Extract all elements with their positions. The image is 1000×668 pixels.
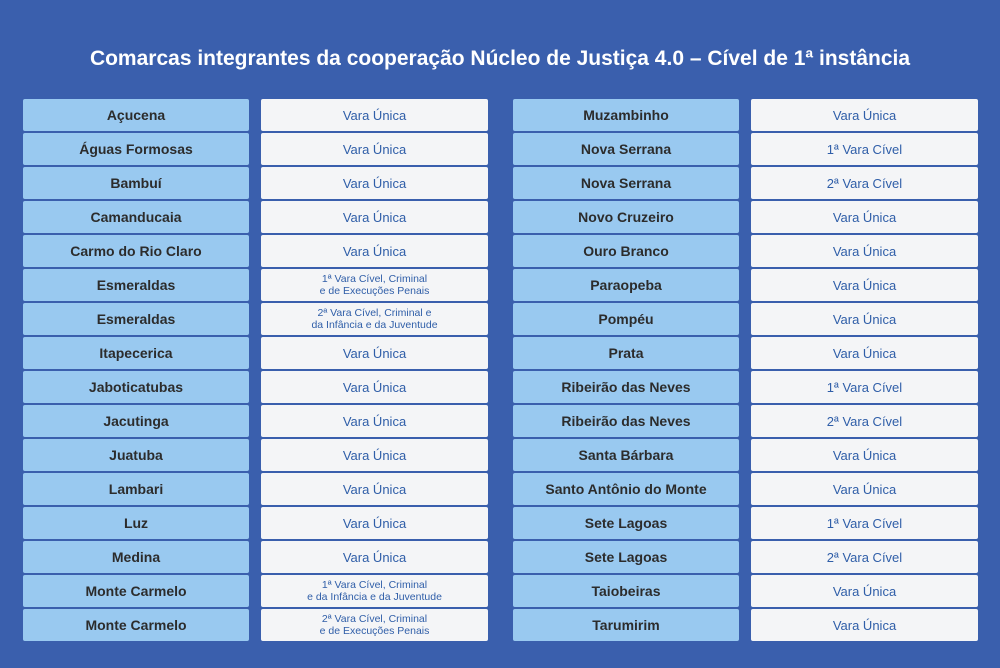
vara-cell [751,201,978,233]
comarca-cell: Santa Bárbara [513,439,739,471]
vara-cell [261,439,488,471]
vara-cell [261,609,488,641]
comarca-cell: Camanducaia [23,201,249,233]
comarca-cell: Esmeraldas [23,303,249,335]
vara-label: 2ª Vara Cível, Criminal e de Execuções Penais [319,613,430,637]
vara-cell [261,371,488,403]
comarca-cell: Sete Lagoas [513,541,739,573]
table-row [23,133,488,165]
comarca-cell: Medina [23,541,249,573]
table-row [23,167,488,199]
vara-label: 2ª Vara Cível [826,413,903,429]
comarca-cell: Juatuba [23,439,249,471]
vara-cell [751,269,978,301]
table-row [23,235,488,267]
comarca-cell: Monte Carmelo [23,609,249,641]
vara-cell [751,405,978,437]
comarca-cell: Pompéu [513,303,739,335]
comarca-cell: Açucena [23,99,249,131]
vara-label: Vara Única [832,107,897,123]
table-row [513,133,978,165]
table-row [513,337,978,369]
vara-cell [751,371,978,403]
table-row [23,541,488,573]
vara-cell [751,575,978,607]
vara-label: Vara Única [832,583,897,599]
vara-label: Vara Única [832,277,897,293]
comarca-cell: Nova Serrana [513,167,739,199]
table-row [513,507,978,539]
vara-cell [261,337,488,369]
vara-label: 1ª Vara Cível, Criminal e da Infância e da Juventude [307,579,442,603]
vara-cell [261,133,488,165]
comarca-cell: Ribeirão das Neves [513,371,739,403]
vara-cell [261,575,488,607]
vara-label: 1ª Vara Cível [826,515,903,531]
vara-cell [751,541,978,573]
vara-cell [261,201,488,233]
comarca-cell: Prata [513,337,739,369]
vara-label: Vara Única [832,617,897,633]
table-row [23,575,488,607]
vara-label: Vara Única [342,481,407,497]
vara-label: Vara Única [342,107,407,123]
page-title: Comarcas integrantes da cooperação Núcleo de Justiça 4.0 – Cível de 1ª instância [89,47,911,70]
comarca-cell: Luz [23,507,249,539]
vara-label: 2ª Vara Cível [826,549,903,565]
vara-label: Vara Única [342,447,407,463]
vara-cell [751,609,978,641]
vara-cell [751,167,978,199]
vara-cell [261,269,488,301]
table-row [23,439,488,471]
table-row [513,201,978,233]
vara-cell [261,303,488,335]
table-row [23,507,488,539]
table-row [23,337,488,369]
vara-label: 2ª Vara Cível [826,175,903,191]
table-row [23,269,488,301]
vara-cell [261,473,488,505]
table-row [513,303,978,335]
table-row [513,235,978,267]
vara-label: Vara Única [342,141,407,157]
vara-cell [751,303,978,335]
vara-label: 1ª Vara Cível [826,379,903,395]
vara-label: Vara Única [342,345,407,361]
vara-cell [751,337,978,369]
vara-cell [751,133,978,165]
table-row [23,303,488,335]
table-row [513,609,978,641]
vara-cell [261,235,488,267]
comarca-cell: Bambuí [23,167,249,199]
comarca-cell: Ouro Branco [513,235,739,267]
vara-label: Vara Única [342,549,407,565]
comarca-cell: Tarumirim [513,609,739,641]
vara-label: Vara Única [342,243,407,259]
vara-cell [751,507,978,539]
comarca-cell: Muzambinho [513,99,739,131]
comarca-cell: Ribeirão das Neves [513,405,739,437]
vara-cell [751,439,978,471]
comarca-cell: Sete Lagoas [513,507,739,539]
table-row [513,439,978,471]
table-row [23,609,488,641]
table-row [513,405,978,437]
vara-label: Vara Única [342,209,407,225]
vara-cell [751,99,978,131]
comarca-cell: Lambari [23,473,249,505]
vara-label: Vara Única [342,379,407,395]
table-row [23,371,488,403]
vara-label: Vara Única [832,243,897,259]
table-row [513,269,978,301]
vara-label: 1ª Vara Cível [826,141,903,157]
comarca-cell: Taiobeiras [513,575,739,607]
vara-label: Vara Única [832,311,897,327]
vara-cell [261,99,488,131]
vara-label: Vara Única [832,209,897,225]
table-row [23,201,488,233]
vara-cell [261,405,488,437]
table-row [23,405,488,437]
comarca-cell: Santo Antônio do Monte [513,473,739,505]
comarca-cell: Nova Serrana [513,133,739,165]
table-row [23,99,488,131]
table-row [513,167,978,199]
comarca-cell: Águas Formosas [23,133,249,165]
table-row [513,473,978,505]
comarca-cell: Esmeraldas [23,269,249,301]
table-row [513,371,978,403]
vara-cell [261,507,488,539]
vara-label: Vara Única [832,447,897,463]
table-row [513,99,978,131]
comarca-cell: Paraopeba [513,269,739,301]
vara-label: Vara Única [832,481,897,497]
vara-label: 1ª Vara Cível, Criminal e de Execuções Penais [319,273,430,297]
comarca-cell: Novo Cruzeiro [513,201,739,233]
comarca-cell: Monte Carmelo [23,575,249,607]
vara-cell [751,235,978,267]
vara-label: Vara Única [342,515,407,531]
comarca-cell: Jaboticatubas [23,371,249,403]
comarca-cell: Itapecerica [23,337,249,369]
comarca-cell: Jacutinga [23,405,249,437]
vara-cell [261,167,488,199]
vara-cell [751,473,978,505]
table-row [513,575,978,607]
table-row [23,473,488,505]
vara-label: Vara Única [342,175,407,191]
comarca-cell: Carmo do Rio Claro [23,235,249,267]
vara-cell [261,541,488,573]
vara-label: 2ª Vara Cível, Criminal e da Infância e da Juventude [311,307,438,331]
vara-label: Vara Única [342,413,407,429]
vara-label: Vara Única [832,345,897,361]
table-row [513,541,978,573]
